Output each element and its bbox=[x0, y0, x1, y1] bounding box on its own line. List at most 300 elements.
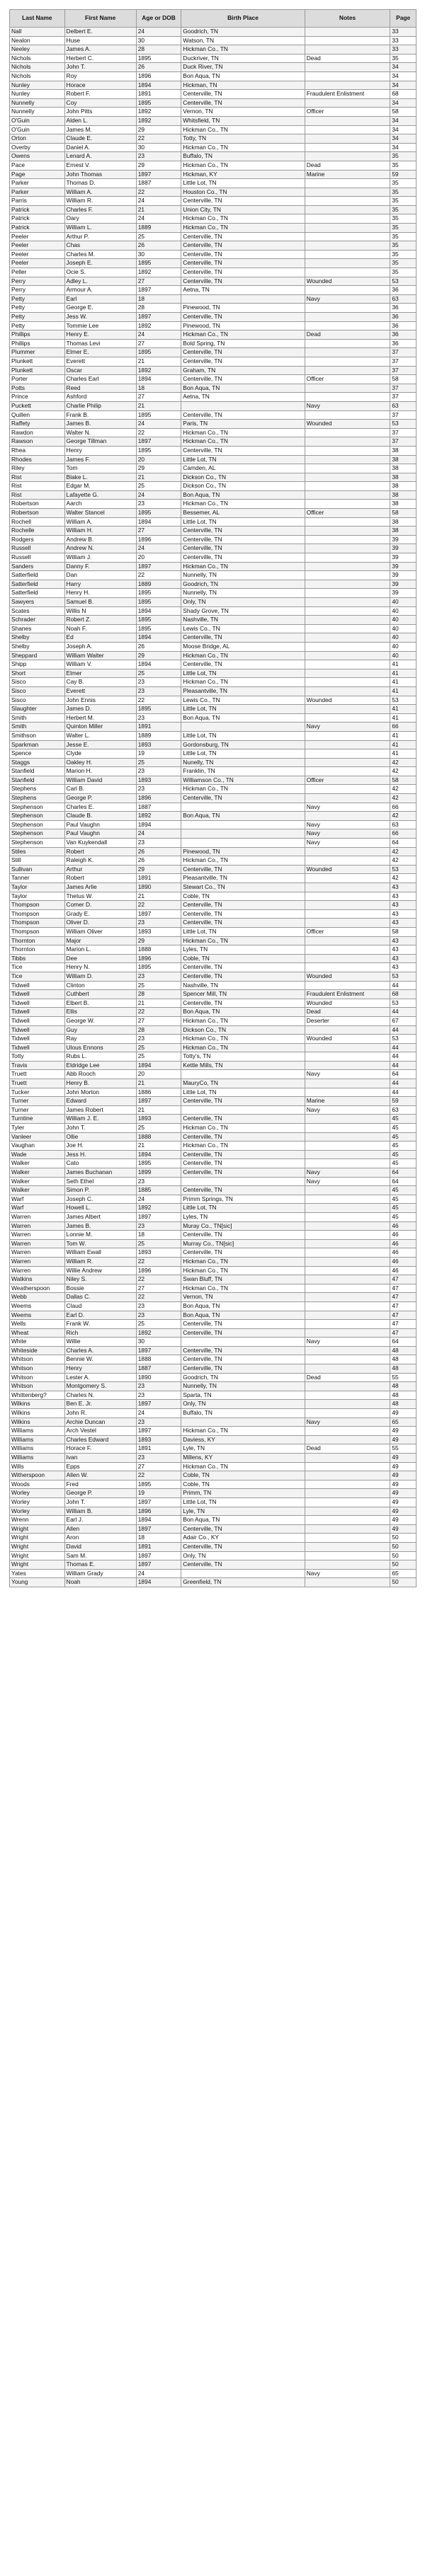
birth-place-cell: Bon Aqua, TN bbox=[181, 1311, 305, 1320]
notes-cell bbox=[305, 1293, 390, 1302]
last-name-cell: Sawyers bbox=[10, 598, 65, 607]
last-name-cell: Whitson bbox=[10, 1382, 65, 1391]
age-dob-cell: 1885 bbox=[136, 1186, 181, 1195]
birth-place-cell: Little Lot, TN bbox=[181, 179, 305, 188]
last-name-cell: Satterfield bbox=[10, 589, 65, 598]
last-name-cell: Wells bbox=[10, 1320, 65, 1329]
page-cell: 42 bbox=[390, 785, 416, 794]
first-name-cell: Charles F. bbox=[64, 205, 136, 214]
last-name-cell: Stephens bbox=[10, 794, 65, 803]
page-cell: 38 bbox=[390, 527, 416, 536]
age-dob-cell: 1893 bbox=[136, 1248, 181, 1258]
first-name-cell: Horace F. bbox=[64, 1444, 136, 1454]
notes-cell bbox=[305, 1239, 390, 1248]
birth-place-cell bbox=[181, 1070, 305, 1079]
page-cell: 36 bbox=[390, 313, 416, 322]
last-name-cell: Rawson bbox=[10, 437, 65, 447]
notes-cell: Navy bbox=[305, 1105, 390, 1115]
age-dob-cell: 1897 bbox=[136, 1551, 181, 1560]
last-name-cell: Sullivan bbox=[10, 865, 65, 874]
birth-place-cell: Hickman Co., TN bbox=[181, 1016, 305, 1025]
table-row bbox=[10, 1239, 416, 1248]
notes-cell bbox=[305, 517, 390, 527]
roster-sheet bbox=[9, 9, 416, 1587]
first-name-cell: Willie bbox=[64, 1338, 136, 1347]
notes-cell bbox=[305, 901, 390, 910]
table-row bbox=[10, 1355, 416, 1364]
last-name-cell: Tice bbox=[10, 972, 65, 981]
table-row bbox=[10, 812, 416, 821]
age-dob-cell: 1895 bbox=[136, 624, 181, 633]
table-row bbox=[10, 1400, 416, 1409]
age-dob-cell: 29 bbox=[136, 865, 181, 874]
last-name-cell: Rist bbox=[10, 473, 65, 482]
age-dob-cell: 18 bbox=[136, 294, 181, 304]
first-name-cell: Walter N. bbox=[64, 428, 136, 437]
birth-place-cell: Dickson Co., TN bbox=[181, 1025, 305, 1035]
birth-place-cell: Centerville, TN bbox=[181, 357, 305, 366]
age-dob-cell: 1892 bbox=[136, 1328, 181, 1338]
first-name-cell: Eldridge Lee bbox=[64, 1061, 136, 1070]
notes-cell: Dead bbox=[305, 1373, 390, 1382]
page-cell: 45 bbox=[390, 1195, 416, 1204]
notes-cell bbox=[305, 535, 390, 544]
last-name-cell: Sanders bbox=[10, 562, 65, 571]
birth-place-cell bbox=[181, 1105, 305, 1115]
age-dob-cell: 27 bbox=[136, 277, 181, 286]
age-dob-cell: 23 bbox=[136, 1382, 181, 1391]
first-name-cell: Henry bbox=[64, 446, 136, 455]
first-name-cell: Arthur bbox=[64, 865, 136, 874]
notes-cell bbox=[305, 1524, 390, 1534]
last-name-cell: Wills bbox=[10, 1462, 65, 1471]
table-row bbox=[10, 45, 416, 54]
age-dob-cell: 1894 bbox=[136, 375, 181, 384]
page-cell: 64 bbox=[390, 1338, 416, 1347]
page-cell: 42 bbox=[390, 812, 416, 821]
birth-place-cell: Centerville, TN bbox=[181, 232, 305, 241]
first-name-cell: John Pitts bbox=[64, 108, 136, 117]
birth-place-cell bbox=[181, 803, 305, 812]
birth-place-cell: Hickman Co., TN bbox=[181, 678, 305, 687]
page-cell: 34 bbox=[390, 63, 416, 72]
last-name-cell: Nunnelly bbox=[10, 98, 65, 108]
first-name-cell: Edward bbox=[64, 1097, 136, 1106]
first-name-cell: Dee bbox=[64, 954, 136, 963]
age-dob-cell: 29 bbox=[136, 125, 181, 134]
table-row bbox=[10, 90, 416, 99]
notes-cell bbox=[305, 1275, 390, 1284]
age-dob-cell: 19 bbox=[136, 749, 181, 759]
page-cell: 35 bbox=[390, 259, 416, 268]
table-row bbox=[10, 1480, 416, 1489]
notes-cell: Officer bbox=[305, 509, 390, 518]
page-cell: 49 bbox=[390, 1471, 416, 1480]
notes-cell bbox=[305, 241, 390, 251]
birth-place-cell: Camden, AL bbox=[181, 464, 305, 473]
first-name-cell: James Robert bbox=[64, 1105, 136, 1115]
last-name-cell: Tibbs bbox=[10, 954, 65, 963]
birth-place-cell: Bon Aqua, TN bbox=[181, 384, 305, 393]
table-row bbox=[10, 1016, 416, 1025]
column-header-notes: Notes bbox=[305, 10, 390, 28]
age-dob-cell: 1897 bbox=[136, 1097, 181, 1106]
page-cell: 34 bbox=[390, 98, 416, 108]
page-cell: 45 bbox=[390, 1115, 416, 1124]
notes-cell bbox=[305, 232, 390, 241]
last-name-cell: Wright bbox=[10, 1524, 65, 1534]
page-cell: 42 bbox=[390, 847, 416, 856]
birth-place-cell: Goodrich, TN bbox=[181, 1373, 305, 1382]
birth-place-cell bbox=[181, 1177, 305, 1186]
age-dob-cell: 1889 bbox=[136, 731, 181, 740]
last-name-cell: Travis bbox=[10, 1061, 65, 1070]
last-name-cell: Peeler bbox=[10, 241, 65, 251]
table-row bbox=[10, 143, 416, 152]
column-header-birth-place: Birth Place bbox=[181, 10, 305, 28]
first-name-cell: Allen W. bbox=[64, 1471, 136, 1480]
notes-cell bbox=[305, 393, 390, 402]
age-dob-cell: 20 bbox=[136, 1070, 181, 1079]
last-name-cell: Witherspoon bbox=[10, 1471, 65, 1480]
birth-place-cell: Shady Grove, TN bbox=[181, 606, 305, 616]
notes-cell bbox=[305, 1043, 390, 1052]
notes-cell bbox=[305, 606, 390, 616]
table-row bbox=[10, 535, 416, 544]
first-name-cell: James F. bbox=[64, 455, 136, 464]
first-name-cell: William J. E. bbox=[64, 1115, 136, 1124]
page-cell: 43 bbox=[390, 919, 416, 928]
birth-place-cell: Centerville, TN bbox=[181, 794, 305, 803]
last-name-cell: Rodgers bbox=[10, 535, 65, 544]
table-row bbox=[10, 713, 416, 723]
page-cell: 48 bbox=[390, 1346, 416, 1355]
first-name-cell: Henry E. bbox=[64, 330, 136, 340]
table-row bbox=[10, 428, 416, 437]
notes-cell bbox=[305, 1132, 390, 1142]
last-name-cell: Petty bbox=[10, 294, 65, 304]
page-cell: 45 bbox=[390, 1124, 416, 1133]
first-name-cell: Willis N bbox=[64, 606, 136, 616]
page-cell: 36 bbox=[390, 330, 416, 340]
age-dob-cell: 1897 bbox=[136, 1212, 181, 1221]
table-row bbox=[10, 642, 416, 651]
last-name-cell: Petty bbox=[10, 304, 65, 313]
page-cell: 41 bbox=[390, 686, 416, 696]
last-name-cell: Tice bbox=[10, 963, 65, 972]
page-cell: 35 bbox=[390, 179, 416, 188]
first-name-cell: Van Kuykendall bbox=[64, 839, 136, 848]
table-row bbox=[10, 517, 416, 527]
last-name-cell: Wrenn bbox=[10, 1516, 65, 1525]
birth-place-cell bbox=[181, 723, 305, 732]
last-name-cell: Weems bbox=[10, 1301, 65, 1311]
notes-cell: Wounded bbox=[305, 999, 390, 1008]
last-name-cell: Worley bbox=[10, 1489, 65, 1498]
notes-cell bbox=[305, 624, 390, 633]
notes-cell bbox=[305, 936, 390, 945]
page-cell: 37 bbox=[390, 348, 416, 357]
table-row bbox=[10, 1035, 416, 1044]
table-row bbox=[10, 286, 416, 295]
notes-cell bbox=[305, 98, 390, 108]
notes-cell bbox=[305, 767, 390, 776]
table-row bbox=[10, 232, 416, 241]
first-name-cell: David bbox=[64, 1542, 136, 1551]
age-dob-cell: 1897 bbox=[136, 437, 181, 447]
first-name-cell: Cato bbox=[64, 1159, 136, 1168]
age-dob-cell: 23 bbox=[136, 713, 181, 723]
birth-place-cell: Coble, TN bbox=[181, 892, 305, 901]
first-name-cell: Quinton Miller bbox=[64, 723, 136, 732]
notes-cell bbox=[305, 268, 390, 277]
page-cell: 68 bbox=[390, 90, 416, 99]
page-cell: 38 bbox=[390, 482, 416, 491]
birth-place-cell: Nunelly, TN bbox=[181, 758, 305, 767]
table-row bbox=[10, 1301, 416, 1311]
age-dob-cell: 23 bbox=[136, 785, 181, 794]
table-row bbox=[10, 1079, 416, 1088]
age-dob-cell: 1897 bbox=[136, 1497, 181, 1507]
first-name-cell: Arch Vestel bbox=[64, 1427, 136, 1436]
notes-cell bbox=[305, 1542, 390, 1551]
page-cell: 33 bbox=[390, 36, 416, 45]
age-dob-cell: 1895 bbox=[136, 1480, 181, 1489]
notes-cell bbox=[305, 179, 390, 188]
age-dob-cell: 1886 bbox=[136, 1088, 181, 1097]
first-name-cell: Alden L. bbox=[64, 116, 136, 125]
first-name-cell: Niley S. bbox=[64, 1275, 136, 1284]
birth-place-cell: Hickman Co., TN bbox=[181, 1266, 305, 1275]
birth-place-cell: Centerville, TN bbox=[181, 660, 305, 669]
age-dob-cell: 1894 bbox=[136, 1516, 181, 1525]
age-dob-cell: 23 bbox=[136, 1177, 181, 1186]
first-name-cell: Frank B. bbox=[64, 410, 136, 420]
birth-place-cell: Totty, TN bbox=[181, 134, 305, 144]
birth-place-cell bbox=[181, 294, 305, 304]
age-dob-cell: 1894 bbox=[136, 820, 181, 829]
age-dob-cell: 1894 bbox=[136, 517, 181, 527]
birth-place-cell: Centerville, TN bbox=[181, 446, 305, 455]
last-name-cell: Weems bbox=[10, 1311, 65, 1320]
last-name-cell: Stephenson bbox=[10, 812, 65, 821]
page-cell: 55 bbox=[390, 1373, 416, 1382]
page-cell: 53 bbox=[390, 696, 416, 705]
table-row bbox=[10, 179, 416, 188]
birth-place-cell: Hickman, KY bbox=[181, 170, 305, 179]
notes-cell bbox=[305, 36, 390, 45]
last-name-cell: Patrick bbox=[10, 224, 65, 233]
age-dob-cell: 28 bbox=[136, 1025, 181, 1035]
page-cell: 42 bbox=[390, 758, 416, 767]
page-cell: 49 bbox=[390, 1524, 416, 1534]
age-dob-cell: 26 bbox=[136, 63, 181, 72]
notes-cell: Navy bbox=[305, 1168, 390, 1178]
birth-place-cell: Lyle, TN bbox=[181, 1507, 305, 1516]
first-name-cell: Major bbox=[64, 936, 136, 945]
birth-place-cell: Centerville, TN bbox=[181, 410, 305, 420]
notes-cell bbox=[305, 357, 390, 366]
notes-cell bbox=[305, 571, 390, 580]
page-cell: 47 bbox=[390, 1320, 416, 1329]
first-name-cell: Bennie W. bbox=[64, 1355, 136, 1364]
last-name-cell: Warren bbox=[10, 1266, 65, 1275]
last-name-cell: Pace bbox=[10, 161, 65, 170]
birth-place-cell: Centerville, TN bbox=[181, 1346, 305, 1355]
notes-cell bbox=[305, 1435, 390, 1444]
age-dob-cell: 22 bbox=[136, 188, 181, 197]
notes-cell: Navy bbox=[305, 1418, 390, 1427]
page-cell: 35 bbox=[390, 54, 416, 63]
birth-place-cell: Centerville, TN bbox=[181, 544, 305, 553]
page-cell: 63 bbox=[390, 1105, 416, 1115]
birth-place-cell: Only, TN bbox=[181, 1400, 305, 1409]
birth-place-cell: Greenfield, TN bbox=[181, 1578, 305, 1587]
first-name-cell: Jess H. bbox=[64, 1150, 136, 1159]
table-row bbox=[10, 161, 416, 170]
notes-cell bbox=[305, 1400, 390, 1409]
first-name-cell: Epps bbox=[64, 1462, 136, 1471]
first-name-cell: William D. bbox=[64, 972, 136, 981]
last-name-cell: Russell bbox=[10, 544, 65, 553]
table-row bbox=[10, 1159, 416, 1168]
last-name-cell: Puckett bbox=[10, 401, 65, 410]
first-name-cell: Robert Z. bbox=[64, 616, 136, 625]
table-row bbox=[10, 1364, 416, 1374]
first-name-cell: James Albert bbox=[64, 1212, 136, 1221]
notes-cell bbox=[305, 883, 390, 892]
table-row bbox=[10, 686, 416, 696]
last-name-cell: Neeley bbox=[10, 45, 65, 54]
birth-place-cell: Centerville, TN bbox=[181, 919, 305, 928]
page-cell: 45 bbox=[390, 1150, 416, 1159]
first-name-cell: William David bbox=[64, 776, 136, 785]
age-dob-cell: 18 bbox=[136, 1231, 181, 1240]
first-name-cell: Marion L. bbox=[64, 945, 136, 955]
first-name-cell: Lonnie M. bbox=[64, 1231, 136, 1240]
notes-cell bbox=[305, 428, 390, 437]
first-name-cell: Earl J. bbox=[64, 1516, 136, 1525]
age-dob-cell: 23 bbox=[136, 1035, 181, 1044]
birth-place-cell: Hickman Co., TN bbox=[181, 437, 305, 447]
notes-cell bbox=[305, 1159, 390, 1168]
age-dob-cell: 26 bbox=[136, 856, 181, 866]
table-row bbox=[10, 990, 416, 999]
age-dob-cell: 28 bbox=[136, 304, 181, 313]
table-row bbox=[10, 723, 416, 732]
notes-cell bbox=[305, 651, 390, 660]
last-name-cell: Spence bbox=[10, 749, 65, 759]
table-row bbox=[10, 651, 416, 660]
last-name-cell: Walker bbox=[10, 1168, 65, 1178]
birth-place-cell bbox=[181, 839, 305, 848]
notes-cell bbox=[305, 384, 390, 393]
page-cell: 39 bbox=[390, 535, 416, 544]
first-name-cell: Robert bbox=[64, 847, 136, 856]
first-name-cell: Guy bbox=[64, 1025, 136, 1035]
last-name-cell: Peller bbox=[10, 268, 65, 277]
notes-cell bbox=[305, 731, 390, 740]
age-dob-cell: 24 bbox=[136, 1569, 181, 1578]
last-name-cell: O'Guin bbox=[10, 125, 65, 134]
birth-place-cell: Aetna, TN bbox=[181, 393, 305, 402]
last-name-cell: Truett bbox=[10, 1070, 65, 1079]
page-cell: 66 bbox=[390, 723, 416, 732]
table-row bbox=[10, 116, 416, 125]
table-row bbox=[10, 366, 416, 375]
table-row bbox=[10, 1105, 416, 1115]
birth-place-cell: Hickman Co., TN bbox=[181, 1427, 305, 1436]
notes-cell bbox=[305, 874, 390, 883]
first-name-cell: Frank W. bbox=[64, 1320, 136, 1329]
table-row bbox=[10, 1471, 416, 1480]
table-row bbox=[10, 1427, 416, 1436]
table-row bbox=[10, 437, 416, 447]
notes-cell bbox=[305, 1480, 390, 1489]
age-dob-cell: 24 bbox=[136, 28, 181, 37]
last-name-cell: Warf bbox=[10, 1204, 65, 1213]
notes-cell: Wounded bbox=[305, 420, 390, 429]
table-row bbox=[10, 1284, 416, 1293]
table-row bbox=[10, 1097, 416, 1106]
last-name-cell: Walker bbox=[10, 1159, 65, 1168]
table-row bbox=[10, 1061, 416, 1070]
birth-place-cell bbox=[181, 820, 305, 829]
age-dob-cell: 30 bbox=[136, 1338, 181, 1347]
notes-cell: Navy bbox=[305, 803, 390, 812]
first-name-cell: Allen bbox=[64, 1524, 136, 1534]
table-row bbox=[10, 669, 416, 678]
last-name-cell: Stephenson bbox=[10, 803, 65, 812]
notes-cell bbox=[305, 1560, 390, 1570]
notes-cell bbox=[305, 562, 390, 571]
age-dob-cell: 1892 bbox=[136, 812, 181, 821]
table-row bbox=[10, 678, 416, 687]
first-name-cell: Lester A. bbox=[64, 1373, 136, 1382]
birth-place-cell: Coble, TN bbox=[181, 1480, 305, 1489]
birth-place-cell: Little Lot, TN bbox=[181, 731, 305, 740]
birth-place-cell: Bon Aqua, TN bbox=[181, 71, 305, 81]
birth-place-cell: Primm, TN bbox=[181, 1489, 305, 1498]
age-dob-cell: 26 bbox=[136, 241, 181, 251]
age-dob-cell: 24 bbox=[136, 420, 181, 429]
age-dob-cell: 21 bbox=[136, 1105, 181, 1115]
birth-place-cell: Little Lot, TN bbox=[181, 455, 305, 464]
birth-place-cell: Little Lot, TN bbox=[181, 927, 305, 936]
birth-place-cell: Pleasantville, TN bbox=[181, 686, 305, 696]
last-name-cell: Rawdon bbox=[10, 428, 65, 437]
last-name-cell: Walker bbox=[10, 1186, 65, 1195]
page-cell: 46 bbox=[390, 1266, 416, 1275]
table-row bbox=[10, 598, 416, 607]
page-cell: 58 bbox=[390, 375, 416, 384]
first-name-cell: Lafayette G. bbox=[64, 490, 136, 500]
last-name-cell: Rist bbox=[10, 490, 65, 500]
birth-place-cell: Bon Aqua, TN bbox=[181, 490, 305, 500]
age-dob-cell: 29 bbox=[136, 161, 181, 170]
notes-cell bbox=[305, 28, 390, 37]
first-name-cell: William Oliver bbox=[64, 927, 136, 936]
table-row bbox=[10, 1560, 416, 1570]
age-dob-cell: 30 bbox=[136, 250, 181, 259]
last-name-cell: Tidwell bbox=[10, 1016, 65, 1025]
last-name-cell: Stephenson bbox=[10, 820, 65, 829]
first-name-cell: Tom bbox=[64, 464, 136, 473]
first-name-cell: Seth Ethel bbox=[64, 1177, 136, 1186]
first-name-cell: Sam M. bbox=[64, 1551, 136, 1560]
first-name-cell: Harry bbox=[64, 580, 136, 589]
first-name-cell: Samuel B. bbox=[64, 598, 136, 607]
